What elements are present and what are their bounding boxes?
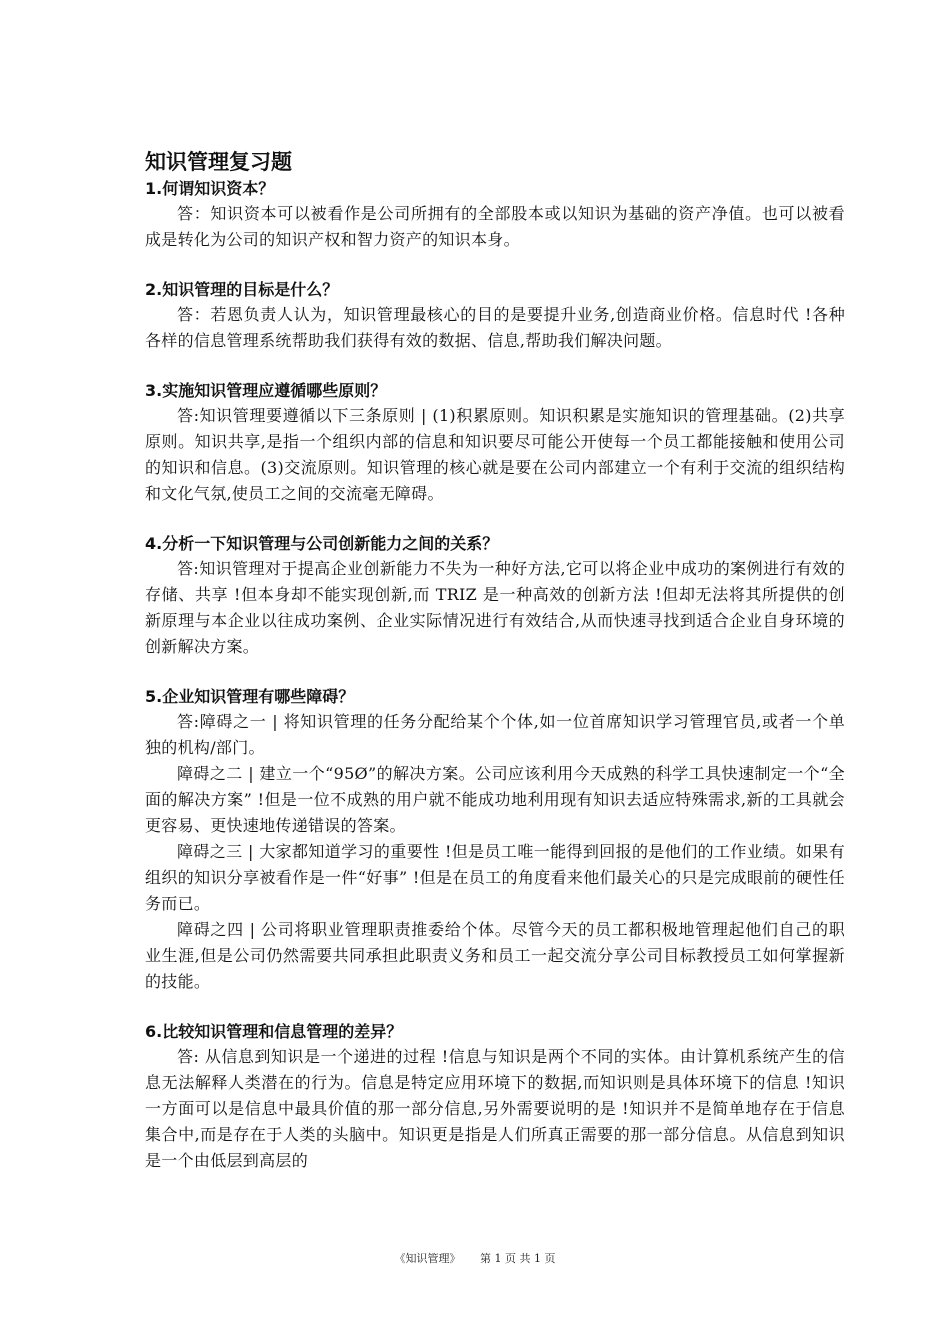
question-heading-2: 2.知识管理的目标是什么？ (145, 280, 339, 299)
section-4 (145, 531, 845, 660)
section-spacer (145, 507, 845, 531)
section-spacer (145, 660, 845, 684)
question-heading-5: 5.企业知识管理有哪些障碍？ (145, 687, 355, 706)
section-3 (145, 378, 845, 507)
section-2 (145, 277, 845, 354)
document-title: 知识管理复习题 (145, 150, 292, 174)
answer-paragraph-1: 答：知识资本可以被看作是公司所拥有的全部股本或以知识为基础的资产净值。也可以被看成是转化为公司的知识产权和智力资产的知识本身。 (145, 204, 845, 249)
answer-paragraph-4: 答:知识管理对于提高企业创新能力不失为一种好方法,它可以将企业中成功的案例进行有效的存储、共享 !但本身却不能实现创新,而 TRIZ 是一种高效的创新方法 !但却无法将其所提供的创新原理与本企业以往成功案例、企业实际情况进行有效结合,从而快速寻找到适合企业自身环境的创新解决方案。 (145, 559, 845, 656)
question-heading-1: 1.何谓知识资本？ (145, 179, 275, 198)
section-5 (145, 684, 845, 995)
section-6 (145, 1019, 845, 1174)
answer-paragraph-5-2: 障碍之二 | 建立一个“95Ø”的解决方案。公司应该利用今天成熟的科学工具快速制定一个“全面的解决方案” !但是一位不成熟的用户就不能成功地利用现有知识去适应特殊需求,新的工具就会更容易、更快速地传递错误的答案。 (145, 764, 845, 835)
page-footer (0, 1250, 950, 1266)
question-heading-4: 4.分析一下知识管理与公司创新能力之间的关系？ (145, 534, 499, 553)
answer-paragraph-5-4: 障碍之四 | 公司将职业管理职责推委给个体。尽管今天的员工都积极地管理起他们自己的职业生涯,但是公司仍然需要共同承担此职责义务和员工一起交流分享公司目标教授员工如何掌握新的技能。 (145, 920, 845, 991)
answer-paragraph-3: 答:知识管理要遵循以下三条原则 | (1)积累原则。知识积累是实施知识的管理基础。(2)共享原则。知识共享,是指一个组织内部的信息和知识要尽可能公开使每一个员工都能接触和使用公司的知识和信息。(3)交流原则。知识管理的核心就是要在公司内部建立一个有利于交流的组织结构和文化气氛,使员工之间的交流毫无障碍。 (145, 406, 845, 503)
section-1 (145, 176, 845, 253)
question-heading-3: 3.实施知识管理应遵循哪些原则？ (145, 381, 387, 400)
document-page (145, 148, 845, 1174)
answer-paragraph-6: 答: 从信息到知识是一个递进的过程 !信息与知识是两个不同的实体。由计算机系统产生的信息无法解释人类潜在的行为。信息是特定应用环境下的数据,而知识则是具体环境下的信息 !知识一方面可以是信息中最具价值的那一部分信息,另外需要说明的是 !知识并不是简单地存在于信息集合中,而是存在于人类的头脑中。知识更是指是人们所真正需要的那一部分信息。从信息到知识是一个由低层到高层的 (145, 1047, 845, 1170)
footer-document-name: 《知识管理》 (394, 1252, 461, 1265)
section-spacer (145, 354, 845, 378)
footer-page-number: 第 1 页 共 1 页 (480, 1252, 556, 1265)
question-heading-6: 6.比较知识管理和信息管理的差异？ (145, 1022, 403, 1041)
section-spacer (145, 995, 845, 1019)
answer-paragraph-5-1: 答:障碍之一 | 将知识管理的任务分配给某个个体,如一位首席知识学习管理官员,或者一个单独的机构/部门。 (145, 712, 845, 757)
answer-paragraph-5-3: 障碍之三 | 大家都知道学习的重要性 !但是员工唯一能得到回报的是他们的工作业绩。如果有组织的知识分享被看作是一件“好事” !但是在员工的角度看来他们最关心的只是完成眼前的硬性任务而已。 (145, 842, 845, 913)
answer-paragraph-2: 答：若恩负责人认为，知识管理最核心的目的是要提升业务,创造商业价格。信息时代 !各种各样的信息管理系统帮助我们获得有效的数据、信息,帮助我们解决问题。 (145, 305, 845, 350)
section-spacer (145, 253, 845, 277)
